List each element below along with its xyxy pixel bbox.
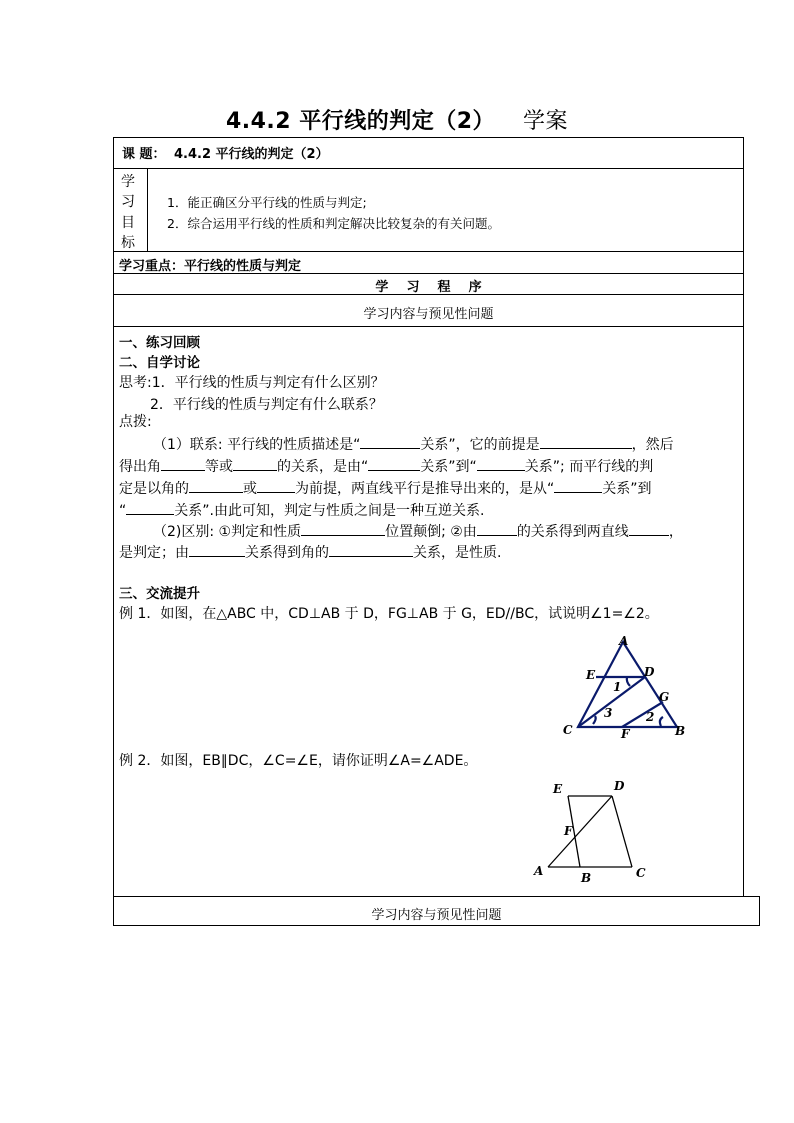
- think-question-1: 思考:1．平行线的性质与判定有什么区别？: [119, 375, 385, 391]
- program-header-row: [113, 273, 744, 295]
- example-2: 例 2．如图，EB∥DC，∠C=∠E，请你证明∠A=∠ADE。: [119, 753, 478, 769]
- blank: [540, 434, 632, 449]
- section-header: 学习内容与预见性问题: [363, 307, 494, 322]
- section-2-heading: 二、自学讨论: [119, 355, 200, 371]
- hint-line: [153, 521, 683, 541]
- fig-label: A: [534, 864, 544, 878]
- angle-2-arc: [660, 717, 663, 726]
- fig-label: G: [659, 690, 670, 704]
- footer-header: 学习内容与预见性问题: [371, 908, 502, 923]
- hint-line: [119, 456, 653, 476]
- fig-label: 3: [604, 706, 613, 720]
- title-suffix: 学案: [523, 109, 569, 134]
- topic-value: 4.4.2 平行线的判定（2）: [174, 147, 329, 162]
- figure-2-labels: [533, 779, 646, 885]
- fig-label: B: [675, 724, 686, 738]
- hint-text: 定是以角的: [119, 481, 189, 497]
- hint-text: ，: [668, 524, 683, 540]
- hint-text: 是判定；由: [119, 545, 189, 561]
- fig-label: 2: [646, 710, 655, 724]
- blank: [329, 542, 413, 557]
- blank: [301, 521, 385, 536]
- objectives-label-char: 习: [121, 194, 135, 210]
- fig-label: C: [563, 723, 573, 737]
- hint-text: （1）联系: 平行线的性质描述是“: [153, 437, 361, 453]
- blank: [257, 478, 295, 493]
- hint-line: [119, 500, 484, 520]
- key-point-row: [113, 251, 744, 274]
- fig-label: D: [614, 779, 625, 793]
- hint-text: 位置颠倒; ②由: [385, 524, 477, 540]
- blank: [189, 478, 243, 493]
- blank: [477, 456, 525, 471]
- topic-row: [113, 137, 744, 169]
- example-1: 例 1．如图，在△ABC 中，CD⊥AB 于 D，FG⊥AB 于 G，ED//BC，试说明∠1=∠2。: [119, 606, 659, 622]
- figure-1-lines: [578, 642, 677, 727]
- blank: [126, 500, 174, 515]
- hint-text: 得出角: [119, 459, 161, 475]
- hint-text: “: [119, 503, 127, 519]
- blank: [477, 521, 517, 536]
- segment-dc: [612, 796, 632, 867]
- hint-text: 关系，是性质.: [413, 545, 502, 561]
- objective-item: 2．综合运用平行线的性质和判定解决比较复杂的有关问题。: [167, 216, 500, 231]
- section-header-row: [113, 294, 744, 327]
- key-point: 学习重点：平行线的性质与判定: [119, 259, 302, 274]
- blank: [233, 456, 277, 471]
- objectives-label-char: 目: [121, 215, 135, 231]
- hint-text: 关系得到角的: [245, 545, 329, 561]
- hint-text: 或: [243, 481, 257, 497]
- hint-text: 的关系，是由“: [277, 459, 369, 475]
- objectives-row: [113, 168, 744, 252]
- section-3-heading: 三、交流提升: [119, 586, 200, 602]
- footer-header-row: [113, 896, 760, 926]
- topic-label: 课 题：: [122, 147, 166, 162]
- blank: [161, 456, 205, 471]
- figure-2-lines: [548, 796, 632, 867]
- think-question-2: 2．平行线的性质与判定有什么联系？: [150, 397, 383, 413]
- page-title: [0, 104, 794, 135]
- blank: [368, 456, 420, 471]
- segment-ad: [548, 796, 612, 867]
- objectives-label-cell: [114, 169, 148, 251]
- segment-fg: [622, 702, 663, 727]
- section-1-heading: 一、练习回顾: [119, 335, 200, 351]
- blank: [189, 542, 245, 557]
- hint-text: 关系”; 而平行线的判: [524, 459, 654, 475]
- fig-label: E: [586, 668, 596, 682]
- fig-label: B: [581, 871, 592, 885]
- fig-label: D: [644, 665, 655, 679]
- blank: [629, 521, 669, 536]
- fig-label: 1: [613, 680, 622, 694]
- figure-2-quadrilateral: [528, 778, 658, 886]
- content-left-border: [113, 326, 114, 896]
- hint-line: [153, 434, 674, 454]
- hint-text: 等或: [205, 459, 233, 475]
- hint-text: 关系”.由此可知，判定与性质之间是一种互逆关系.: [174, 503, 485, 519]
- hint-text: （2)区别: ①判定和性质: [153, 524, 302, 540]
- program-header: 学 习 程 序: [375, 280, 482, 295]
- hint-text: 的关系得到两直线: [516, 524, 629, 540]
- fig-label: E: [553, 782, 563, 796]
- blank: [360, 434, 420, 449]
- objectives-label-char: 标: [121, 235, 135, 251]
- angle-1-arc: [627, 677, 630, 686]
- fig-label: F: [621, 727, 630, 741]
- hint-text: 为前提，两直线平行是推导出来的，是从“: [295, 481, 555, 497]
- title-main: 4.4.2 平行线的判定（2）: [225, 109, 496, 134]
- hint-text: 关系”，它的前提是: [420, 437, 540, 453]
- fig-label: C: [636, 866, 646, 880]
- fig-label: A: [619, 634, 629, 648]
- content-right-border: [743, 326, 744, 896]
- hint-text: ，然后: [631, 437, 674, 453]
- objective-item: 1．能正确区分平行线的性质与判定;: [167, 195, 367, 210]
- figure-1-triangle: [555, 632, 695, 742]
- angle-3-arc: [593, 716, 596, 724]
- hint-text: 关系”到“: [420, 459, 477, 475]
- hint-label: 点拨:: [119, 414, 152, 430]
- objectives-label-char: 学: [121, 174, 135, 190]
- hint-line: [119, 478, 652, 498]
- hint-text: 关系”到: [602, 481, 652, 497]
- blank: [554, 478, 602, 493]
- hint-line: [119, 542, 501, 562]
- fig-label: F: [564, 824, 573, 838]
